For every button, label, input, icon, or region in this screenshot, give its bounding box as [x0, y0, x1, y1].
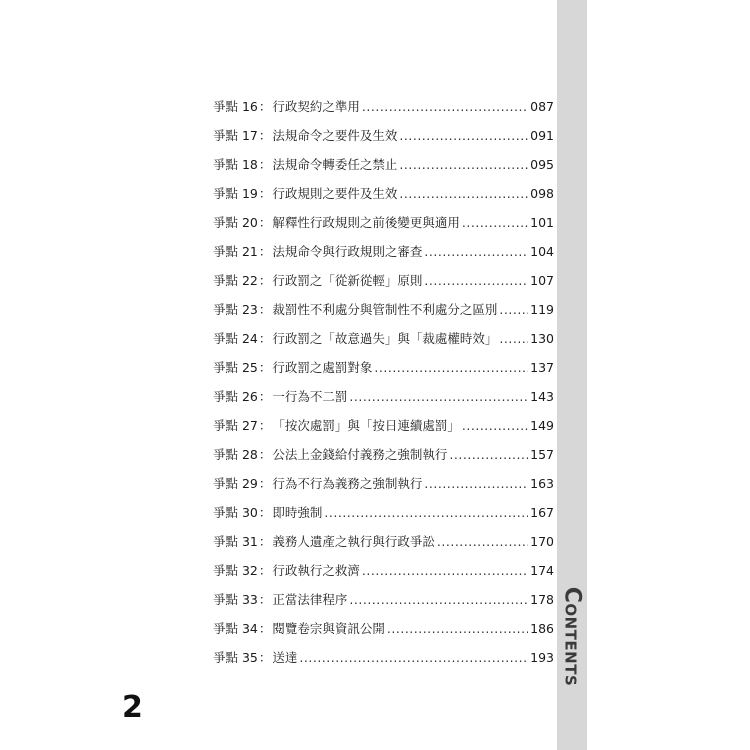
dot-leader — [362, 563, 528, 579]
toc-entry[interactable] — [213, 244, 554, 273]
entry-page: 095 — [530, 157, 554, 172]
contents-side-title-text: Contents — [559, 586, 585, 686]
entry-label: 爭點 25 — [213, 360, 258, 375]
dot-leader — [449, 447, 528, 463]
entry-title: 法規命令轉委任之禁止 — [272, 157, 398, 172]
table-of-contents — [213, 99, 554, 679]
entry-colon: ： — [258, 302, 272, 317]
entry-label: 爭點 30 — [213, 505, 258, 520]
toc-entry[interactable] — [213, 476, 554, 505]
dot-leader — [349, 592, 528, 608]
entry-colon: ： — [258, 592, 272, 607]
entry-colon: ： — [258, 389, 272, 404]
entry-label: 爭點 27 — [213, 418, 258, 433]
entry-title: 法規命令之要件及生效 — [272, 128, 398, 143]
entry-colon: ： — [258, 447, 272, 462]
entry-page: 163 — [530, 476, 554, 491]
entry-colon: ： — [258, 215, 272, 230]
entry-label: 爭點 32 — [213, 563, 258, 578]
entry-title: 行政契約之準用 — [272, 99, 360, 114]
entry-label: 爭點 29 — [213, 476, 258, 491]
dot-leader — [424, 273, 528, 289]
dot-leader — [424, 244, 528, 260]
dot-leader — [374, 360, 528, 376]
entry-title: 義務人遺產之執行與行政爭訟 — [272, 534, 435, 549]
dot-leader — [349, 389, 528, 405]
entry-label: 爭點 21 — [213, 244, 258, 259]
entry-page: 107 — [530, 273, 554, 288]
entry-title: 行政罰之處罰對象 — [272, 360, 373, 375]
dot-leader — [399, 157, 528, 173]
entry-colon: ： — [258, 563, 272, 578]
toc-entry[interactable] — [213, 563, 554, 592]
toc-entry[interactable] — [213, 389, 554, 418]
toc-entry[interactable] — [213, 650, 554, 679]
entry-title: 公法上金錢給付義務之強制執行 — [272, 447, 448, 462]
entry-title: 「按次處罰」與「按日連續處罰」 — [272, 418, 460, 433]
entry-label: 爭點 33 — [213, 592, 258, 607]
toc-entry[interactable] — [213, 621, 554, 650]
dot-leader — [437, 534, 528, 550]
entry-label: 爭點 18 — [213, 157, 258, 172]
entry-page: 186 — [530, 621, 554, 636]
entry-page: 174 — [530, 563, 554, 578]
entry-title: 解釋性行政規則之前後變更與適用 — [272, 215, 460, 230]
dot-leader — [362, 99, 528, 115]
entry-title: 正當法律程序 — [272, 592, 348, 607]
entry-title: 閱覽卷宗與資訊公開 — [272, 621, 385, 636]
dot-leader — [499, 331, 528, 347]
dot-leader — [424, 476, 528, 492]
entry-colon: ： — [258, 476, 272, 491]
entry-label: 爭點 19 — [213, 186, 258, 201]
entry-title: 即時強制 — [272, 505, 323, 520]
contents-side-title — [557, 572, 587, 700]
dot-leader — [499, 302, 528, 318]
toc-entry[interactable] — [213, 99, 554, 128]
entry-colon: ： — [258, 244, 272, 259]
entry-colon: ： — [258, 534, 272, 549]
toc-entry[interactable] — [213, 534, 554, 563]
toc-entry[interactable] — [213, 360, 554, 389]
dot-leader — [462, 418, 528, 434]
entry-label: 爭點 35 — [213, 650, 258, 665]
dot-leader — [299, 650, 528, 666]
entry-title: 行政罰之「從新從輕」原則 — [272, 273, 423, 288]
entry-title: 行為不行為義務之強制執行 — [272, 476, 423, 491]
entry-colon: ： — [258, 331, 272, 346]
entry-colon: ： — [258, 186, 272, 201]
entry-title: 行政規則之要件及生效 — [272, 186, 398, 201]
entry-title: 法規命令與行政規則之審查 — [272, 244, 423, 259]
page-number: 2 — [122, 690, 143, 725]
toc-entry[interactable] — [213, 273, 554, 302]
entry-colon: ： — [258, 273, 272, 288]
toc-entry[interactable] — [213, 157, 554, 186]
dot-leader — [399, 128, 528, 144]
entry-label: 爭點 16 — [213, 99, 258, 114]
dot-leader — [387, 621, 528, 637]
toc-entry[interactable] — [213, 592, 554, 621]
entry-colon: ： — [258, 157, 272, 172]
entry-page: 098 — [530, 186, 554, 201]
entry-label: 爭點 34 — [213, 621, 258, 636]
entry-colon: ： — [258, 650, 272, 665]
toc-entry[interactable] — [213, 505, 554, 534]
entry-title: 行政罰之「故意過失」與「裁處權時效」 — [272, 331, 498, 346]
entry-colon: ： — [258, 505, 272, 520]
toc-entry[interactable] — [213, 447, 554, 476]
entry-colon: ： — [258, 418, 272, 433]
entry-label: 爭點 23 — [213, 302, 258, 317]
entry-label: 爭點 20 — [213, 215, 258, 230]
entry-page: 130 — [530, 331, 554, 346]
entry-page: 170 — [530, 534, 554, 549]
dot-leader — [324, 505, 528, 521]
entry-colon: ： — [258, 128, 272, 143]
entry-page: 101 — [530, 215, 554, 230]
toc-entry[interactable] — [213, 215, 554, 244]
entry-label: 爭點 22 — [213, 273, 258, 288]
entry-page: 143 — [530, 389, 554, 404]
entry-page: 149 — [530, 418, 554, 433]
toc-entry[interactable] — [213, 186, 554, 215]
entry-title: 一行為不二罰 — [272, 389, 348, 404]
entry-label: 爭點 26 — [213, 389, 258, 404]
toc-entry[interactable] — [213, 302, 554, 331]
entry-label: 爭點 28 — [213, 447, 258, 462]
toc-entry[interactable] — [213, 128, 554, 157]
entry-page: 091 — [530, 128, 554, 143]
dot-leader — [399, 186, 528, 202]
entry-label: 爭點 24 — [213, 331, 258, 346]
entry-title: 裁罰性不利處分與管制性不利處分之區別 — [272, 302, 498, 317]
entry-page: 193 — [530, 650, 554, 665]
entry-page: 178 — [530, 592, 554, 607]
entry-page: 157 — [530, 447, 554, 462]
toc-entry[interactable] — [213, 418, 554, 447]
dot-leader — [462, 215, 528, 231]
toc-entry[interactable] — [213, 331, 554, 360]
entry-page: 087 — [530, 99, 554, 114]
entry-page: 119 — [530, 302, 554, 317]
entry-colon: ： — [258, 621, 272, 636]
entry-colon: ： — [258, 99, 272, 114]
entry-label: 爭點 31 — [213, 534, 258, 549]
entry-label: 爭點 17 — [213, 128, 258, 143]
entry-title: 送達 — [272, 650, 298, 665]
entry-page: 104 — [530, 244, 554, 259]
entry-colon: ： — [258, 360, 272, 375]
entry-title: 行政執行之救濟 — [272, 563, 360, 578]
entry-page: 167 — [530, 505, 554, 520]
entry-page: 137 — [530, 360, 554, 375]
